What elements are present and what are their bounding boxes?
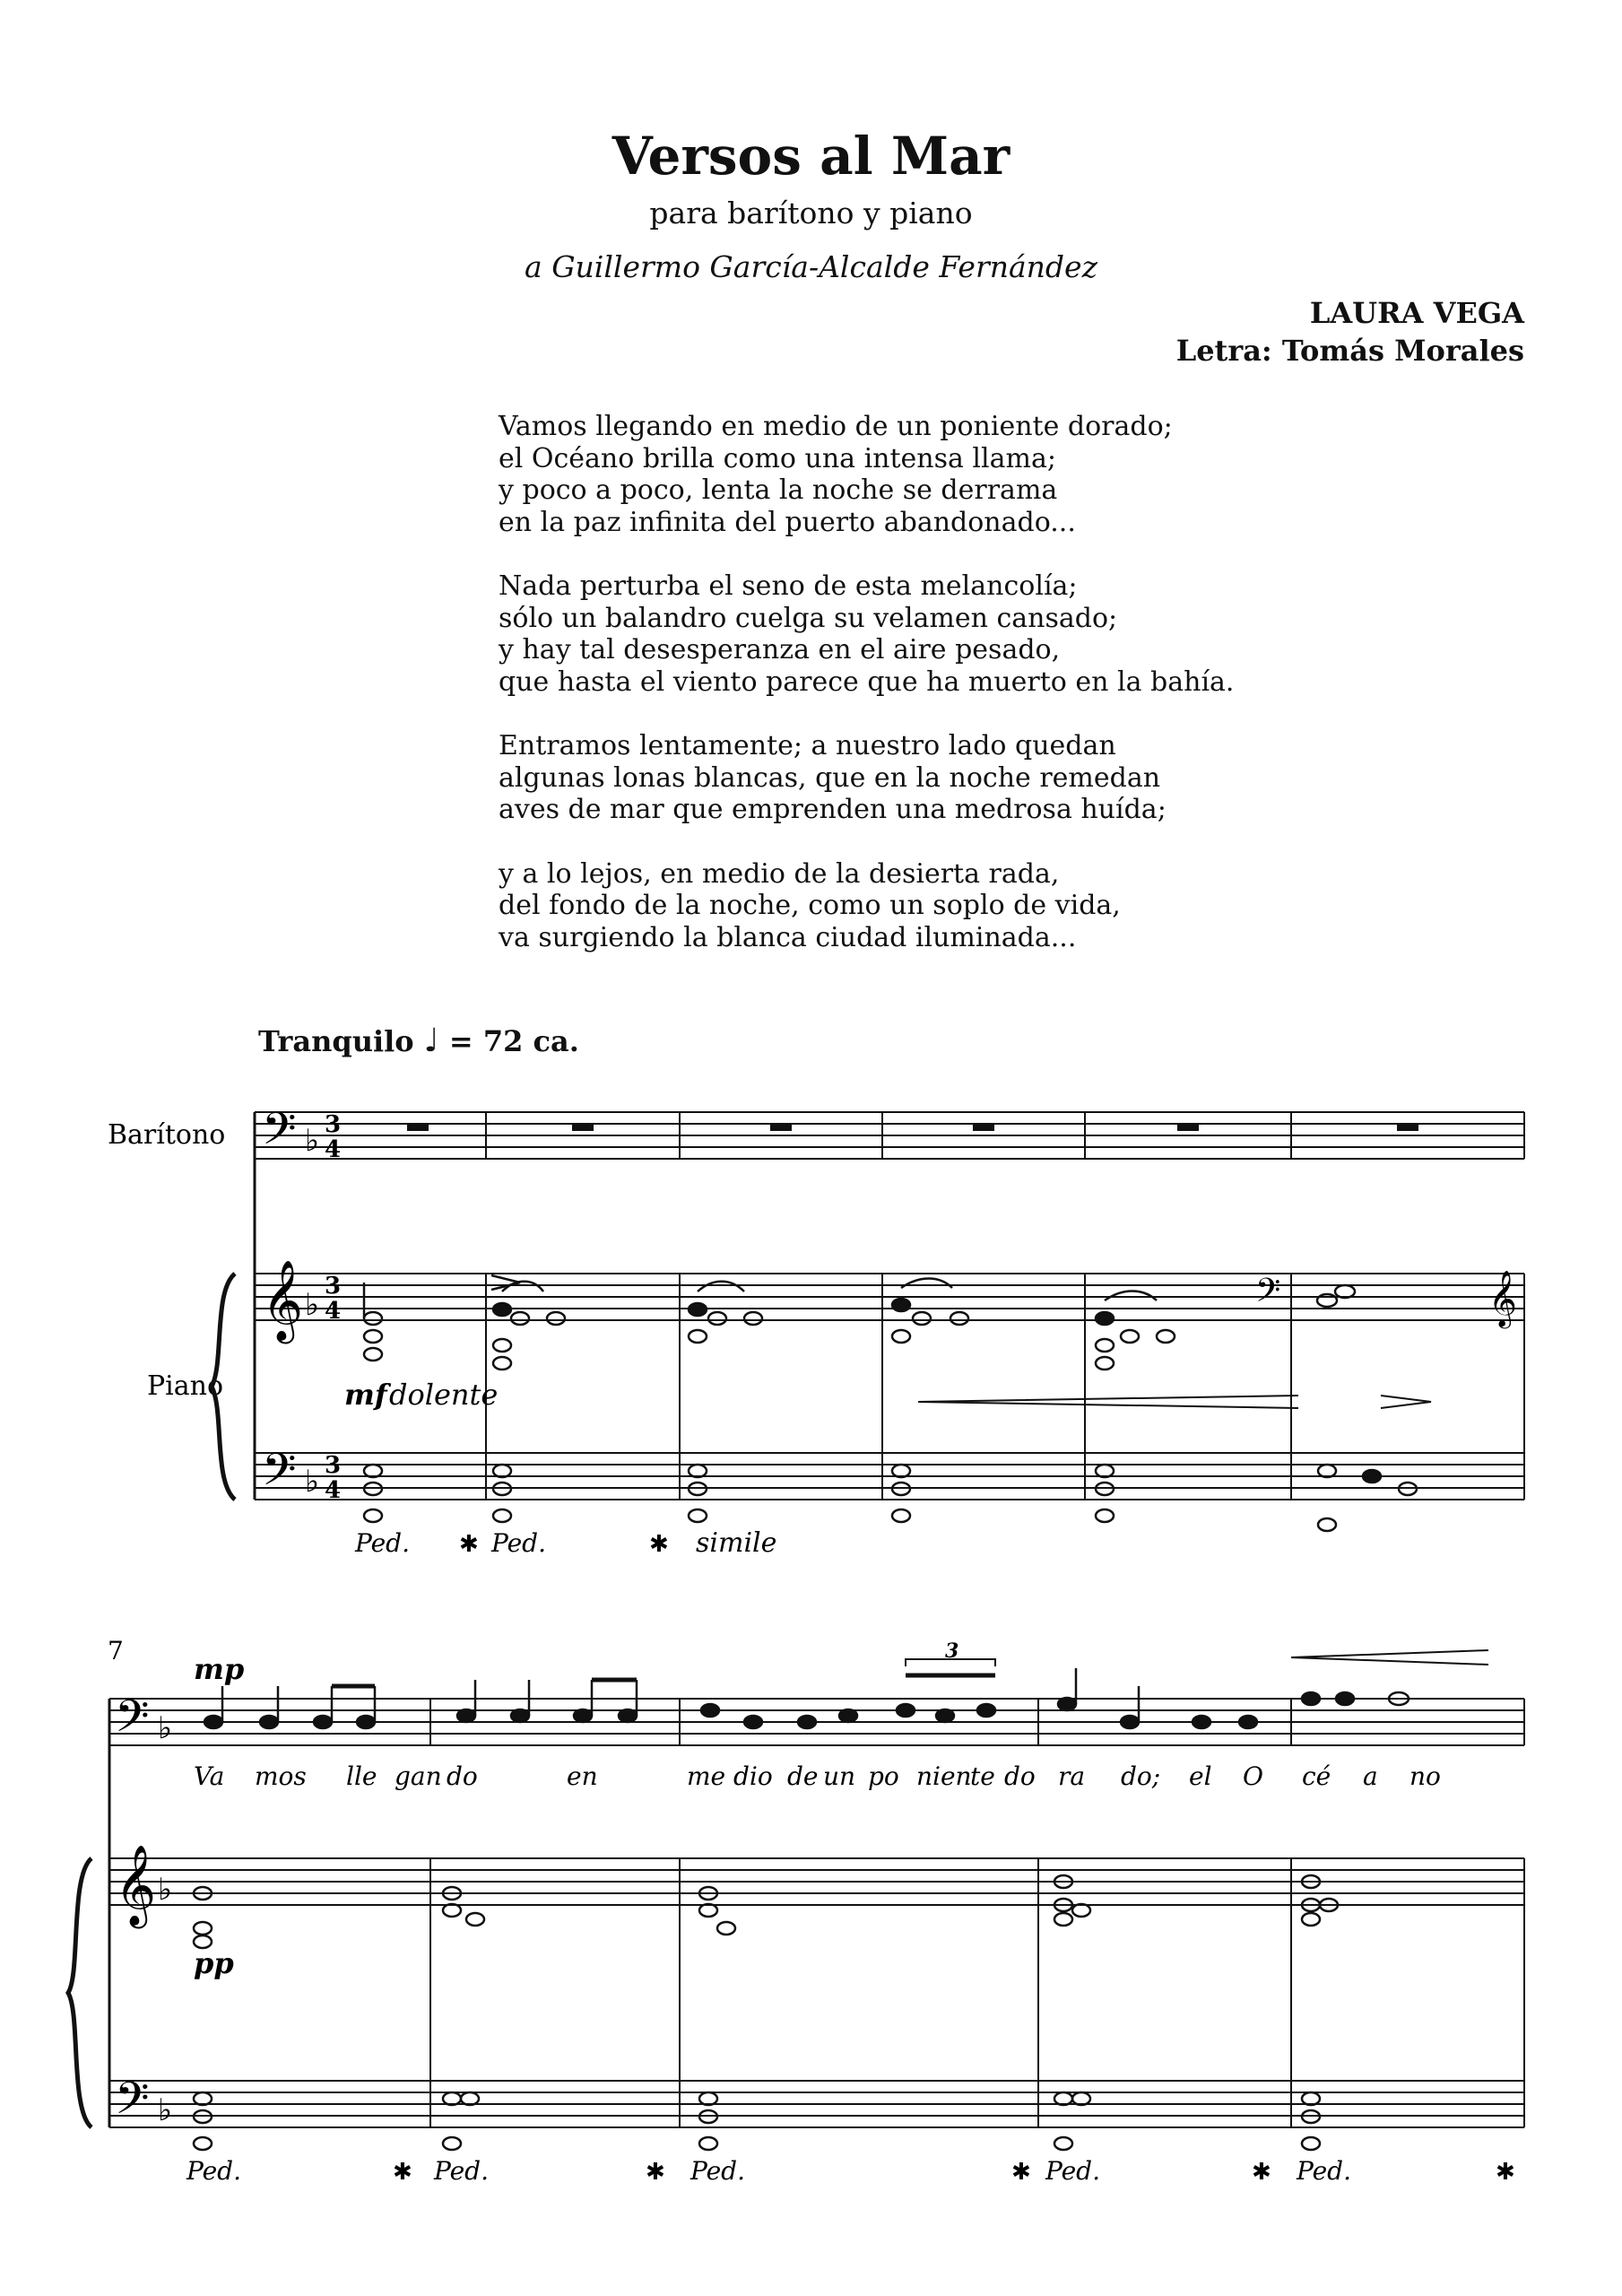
simile-marking: simile	[696, 1527, 777, 1559]
lyric-syllable: dio	[733, 1761, 773, 1791]
flat-icon: ♭	[305, 1287, 320, 1323]
time-signature-top: 3	[325, 1111, 342, 1138]
treble-clef-icon: 𝄞	[115, 1845, 157, 1926]
poem-line: Vamos llegando en medio de un poniente dorado;	[499, 411, 1173, 442]
flat-icon: ♭	[305, 1123, 320, 1159]
lyric-syllable: en	[567, 1761, 598, 1791]
piano-treble-notes	[364, 1275, 1355, 1370]
lyric-syllable: do	[1004, 1761, 1036, 1791]
poem-line: y a lo lejos, en medio de la desierta rada,	[499, 857, 1060, 890]
time-signature-bottom: 4	[325, 1477, 342, 1504]
dedication: a Guillermo García-Alcalde Fernández	[525, 249, 1097, 284]
bass-clef-icon: 𝄢	[1255, 1272, 1281, 1318]
lyric-syllable: Va	[194, 1761, 225, 1791]
voice-staff	[255, 1112, 1524, 1159]
pedal-mark: Ped.	[1045, 2156, 1100, 2186]
tempo-value: = 72 ca.	[448, 1024, 579, 1058]
pedal-mark: Ped.	[186, 2156, 241, 2186]
flat-icon: ♭	[158, 1710, 173, 1746]
lyric-syllable: a	[1363, 1761, 1378, 1791]
pedal-mark: Ped.	[355, 1528, 410, 1558]
pedal-mark: Ped.	[690, 2156, 745, 2186]
poem-line: Nada perturba el seno de esta melancolía;	[499, 570, 1078, 602]
lyric-syllable: te	[970, 1761, 995, 1791]
time-signature-bottom: 4	[325, 1136, 342, 1163]
flat-icon: ♭	[305, 1464, 320, 1500]
score-title: Versos al Mar	[612, 126, 1010, 187]
pedal-release-icon: ✱	[1252, 2159, 1271, 2186]
lyric-syllable: O	[1243, 1761, 1263, 1791]
poem-line: algunas lonas blancas, que en la noche remedan	[499, 761, 1161, 794]
bass-clef-icon: 𝄢	[115, 1691, 150, 1753]
poem-line: en la paz infinita del puerto abandonado...	[499, 506, 1076, 538]
lyric-syllable: nien	[916, 1761, 972, 1791]
bass-clef-icon: 𝄢	[115, 2073, 150, 2135]
lyric-syllable: mos	[255, 1761, 307, 1791]
poem-line: va surgiendo la blanca ciudad iluminada...	[499, 921, 1077, 953]
time-signature-top: 3	[325, 1273, 342, 1300]
crescendo-hairpin	[918, 1396, 1298, 1408]
treble-clef-icon: 𝄞	[262, 1260, 304, 1341]
quarter-note-icon: ♩	[423, 1022, 439, 1059]
lyric-syllable: do	[447, 1761, 478, 1791]
pedal-release-icon: ✱	[459, 1531, 479, 1558]
time-signature-bottom: 4	[325, 1298, 342, 1325]
piano-barlines	[430, 1858, 1524, 2127]
piano-bass-notes	[194, 2092, 1320, 2150]
measure-number: 7	[108, 1636, 124, 1665]
voice-label: Barítono	[108, 1119, 226, 1151]
decrescendo-hairpin	[1381, 1396, 1431, 1408]
pedal-release-icon: ✱	[649, 1531, 669, 1558]
treble-clef-icon: 𝄞	[1488, 1270, 1517, 1326]
lyrics-line	[194, 1761, 1441, 1791]
flat-icon: ♭	[158, 1872, 173, 1908]
lyric-syllable: de	[787, 1761, 819, 1791]
voice-rests	[407, 1124, 1418, 1131]
score-subtitle: para barítono y piano	[649, 196, 973, 230]
poem-line: aves de mar que emprenden una medrosa huída;	[499, 794, 1167, 825]
poem-line: del fondo de la noche, como un soplo de vida,	[499, 890, 1121, 921]
dynamic-marking: mf	[344, 1378, 387, 1412]
poem-line: sólo un balandro cuelga su velamen cansado;	[499, 602, 1118, 634]
piano-bass-notes	[364, 1465, 1417, 1531]
bass-clef-icon: 𝄢	[262, 1444, 297, 1507]
lyric-syllable: gan	[395, 1761, 442, 1791]
pedal-mark: Ped.	[434, 2156, 489, 2186]
pedal-mark: Ped.	[491, 1528, 546, 1558]
poem-line: y hay tal desesperanza en el aire pesado,	[499, 634, 1061, 665]
pedal-release-icon: ✱	[1496, 2159, 1515, 2186]
poem-line: el Océano brilla como una intensa llama;	[499, 442, 1056, 474]
piano-dynamic: pp	[194, 1946, 234, 1980]
poem-line: Entramos lentamente; a nuestro lado quedan	[499, 730, 1116, 761]
note-head	[364, 1312, 382, 1325]
poem-line: que hasta el viento parece que ha muerto en la bahía.	[499, 665, 1235, 698]
flat-icon: ♭	[158, 2092, 173, 2128]
pedal-mark: Ped.	[1297, 2156, 1351, 2186]
time-signature-top: 3	[325, 1452, 342, 1479]
pedal-release-icon: ✱	[393, 2159, 412, 2186]
lyric-syllable: cé	[1302, 1761, 1331, 1791]
crescendo-hairpin	[1291, 1650, 1488, 1665]
piano-treble-notes	[194, 1875, 1338, 1948]
lyric-syllable: no	[1409, 1761, 1441, 1791]
tempo-text: Tranquilo	[258, 1024, 414, 1058]
lyric-syllable: el	[1189, 1761, 1212, 1791]
poem-line: y poco a poco, lenta la noche se derrama	[499, 474, 1058, 506]
lyric-syllable: ra	[1058, 1761, 1086, 1791]
pedal-release-icon: ✱	[1011, 2159, 1031, 2186]
composer-name: LAURA VEGA	[1309, 296, 1524, 330]
expression-marking: dolente	[389, 1378, 499, 1412]
piano-label: Piano	[147, 1370, 224, 1402]
lyric-syllable: me	[687, 1761, 726, 1791]
lyricist-credit: Letra: Tomás Morales	[1175, 334, 1524, 368]
piano-barlines	[486, 1274, 1524, 1500]
bass-clef-icon: 𝄢	[262, 1103, 297, 1166]
tuplet-number: 3	[945, 1639, 959, 1663]
piano-brace-icon	[68, 1858, 91, 2127]
lyric-syllable: un	[823, 1761, 856, 1791]
voice-dynamic: mp	[194, 1652, 245, 1686]
lyric-syllable: lle	[346, 1761, 377, 1791]
pedal-release-icon: ✱	[646, 2159, 665, 2186]
lyric-syllable: do;	[1121, 1761, 1161, 1791]
lyric-syllable: po	[868, 1761, 899, 1791]
